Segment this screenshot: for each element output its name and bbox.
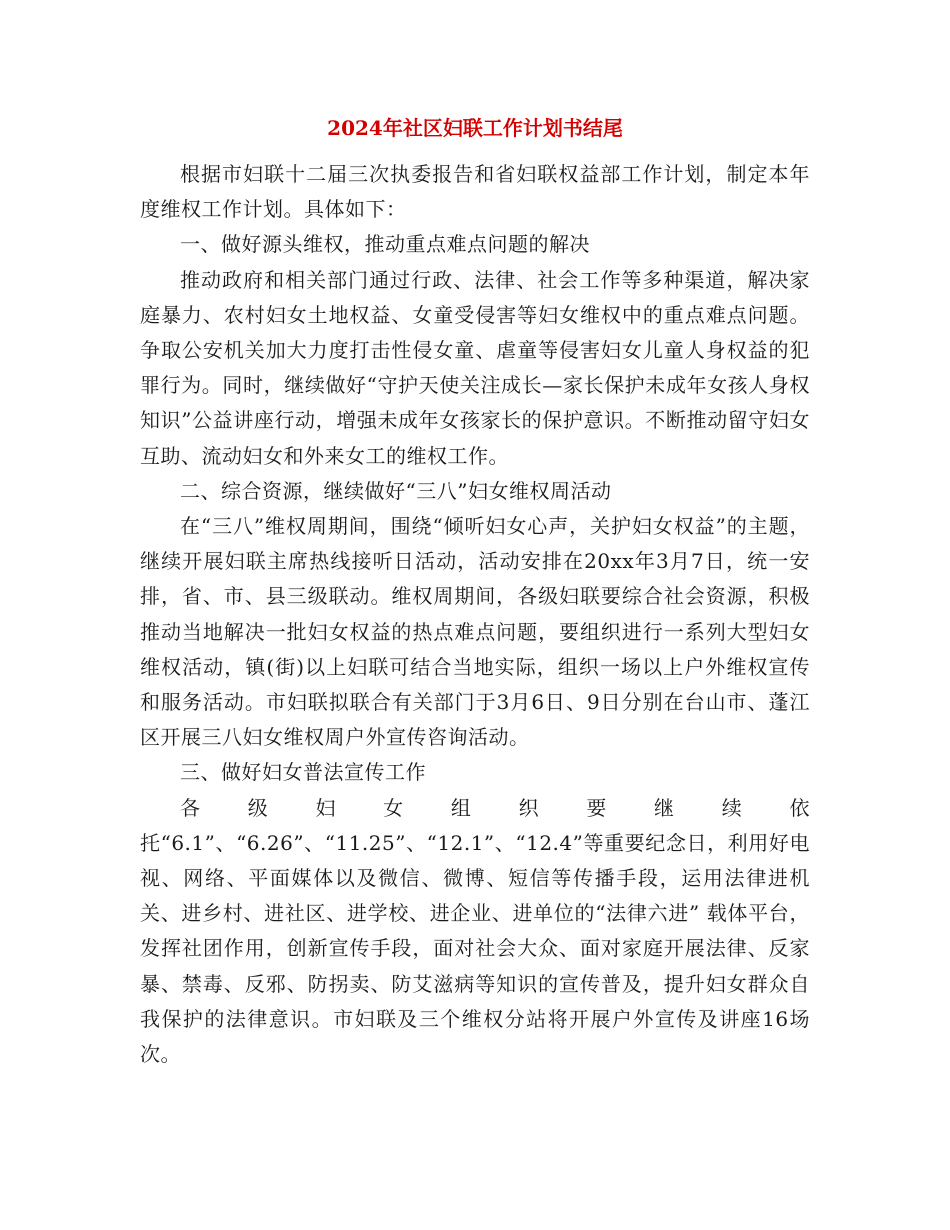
section-paragraph-3: 各级妇女组织要继续依托“6.1”、“6.26”、“11.25”、“12.1”、“12.4”等重要纪念日，利用好电视、网络、平面媒体以及微信、微博、短信等传播手段，运用法律进机关、进乡村、进社区、进学校、进企业、进单位的“法律六进” 载体平台，发挥社团作用，创新宣传手段，面对社会大众、面对家庭开展法律、反家暴、禁毒、反邪、防拐卖、防艾滋病等知识的宣传普及，提升妇女群众自我保护的法律意识。市妇联及三个维权分站将开展户外宣传及讲座16场次。 [140, 795, 810, 1067]
document-title: 2024年社区妇联工作计划书结尾 [327, 116, 623, 140]
section-heading-2: 二、综合资源，继续做好“三八”妇女维权周活动 [180, 478, 612, 503]
section-paragraph-1: 推动政府和相关部门通过行政、法律、社会工作等多种渠道，解决家庭暴力、农村妇女土地权益、女童受侵害等妇女维权中的重点难点问题。争取公安机关加大力度打击性侵女童、虐童等侵害妇女儿童人身权益的犯罪行为。同时，继续做好“守护天使关注成长—家长保护未成年女孩人身权知识”公益讲座行动，增强未成年女孩家长的保护意识。不断推动留守妇女互助、流动妇女和外来女工的维权工作。 [140, 267, 810, 468]
intro-paragraph: 根据市妇联十二届三次执委报告和省妇联权益部工作计划，制定本年度维权工作计划。具体如下： [140, 162, 810, 222]
section-paragraph-2: 在“三八”维权周期间，围绕“倾听妇女心声，关护妇女权益”的主题，继续开展妇联主席热线接听日活动，活动安排在20xx年3月7日，统一安排，省、市、县三级联动。维权周期间，各级妇联要综合社会资源，积极推动当地解决一批妇女权益的热点难点问题，要组织进行一系列大型妇女维权活动，镇(街)以上妇联可结合当地实际，组织一场以上户外维权宣传和服务活动。市妇联拟联合有关部门于3月6日、9日分别在台山市、蓬江区开展三八妇女维权周户外宣传咨询活动。 [140, 514, 810, 750]
section-heading-1: 一、做好源头维权，推动重点难点问题的解决 [180, 232, 590, 257]
document-body [140, 157, 810, 1072]
section-heading-3: 三、做好妇女普法宣传工作 [180, 760, 426, 785]
